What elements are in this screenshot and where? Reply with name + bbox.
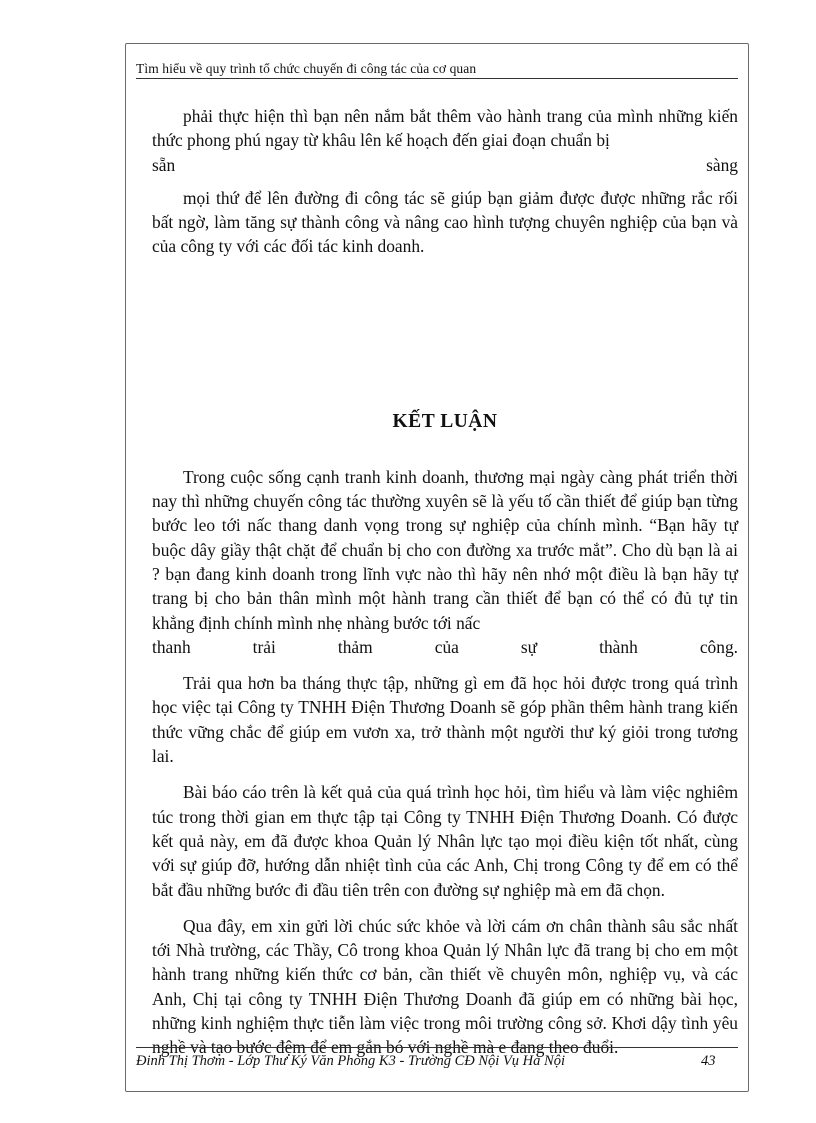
paragraph: Bài báo cáo trên là kết quả của quá trình học hỏi, tìm hiểu và làm việc nghiêm túc trong thời gian em thực tập tại Công ty TNHH Điện Thương Doanh. Có được kết quả này, em đã được khoa Quản lý Nhân lực tạo mọi điều kiện tốt nhất, cùng với sự giúp đỡ, hướng dẫn nhiệt tình của các Anh, Chị trong Công ty để em có thể bắt đầu những bước đi đầu tiên trên con đường sự nghiệp mà em đã chọn. [152,782,738,900]
paragraph: Qua đây, em xin gửi lời chúc sức khỏe và lời cám ơn chân thành sâu sắc nhất tới Nhà trường, các Thầy, Cô trong khoa Quản lý Nhân lực đã trang bị cho em một hành trang những kiến thức cơ bản, cần thiết về chuyên môn, nghiệp vụ, và các Anh, Chị tại công ty TNHH Điện Thương Doanh đã giúp em có những bài học, những kinh nghiệm thực tiễn làm việc trong môi trường công sở. Khơi dậy tình yêu nghề và tạo bước đệm để em gắn bó với nghề mà e đang theo đuổi. [152,915,738,1058]
paragraph: mọi thứ để lên đường đi công tác sẽ giúp bạn giảm được được những rắc rối bất ngờ, làm tăng sự thành công và nâng cao hình tượng chuyên nghiệp của bạn và của công ty với các đối tác kinh doanh. [152,187,738,257]
paragraph-continuation: sẵn sàng [152,154,738,175]
section-title: KẾT LUẬN [392,410,498,432]
paragraph: phải thực hiện thì bạn nên nắm bắt thêm vào hành trang của mình những kiến thức phong phú ngay từ khâu lên kế hoạch đến giai đoạn chuẩn bị [152,106,738,151]
running-footer [136,1047,738,1069]
page-number: 43 [701,1053,716,1069]
paragraph-continuation: thanh trải thảm của sự thành công. [152,636,738,657]
running-header: Tìm hiểu về quy trình tổ chức chuyến đi công tác của cơ quan [136,61,738,79]
footer-author-line: Đinh Thị Thơm - Lớp Thư Ký Văn Phòng K3 - Trường CĐ Nội Vụ Hà Nội [136,1053,565,1069]
paragraph: Trải qua hơn ba tháng thực tập, những gì em đã học hỏi được trong quá trình học việc tại Công ty TNHH Điện Thương Doanh sẽ góp phần thêm hành trang kiến thức vững chắc để giúp em vươn xa, trở thành một người thư ký giỏi trong tương lai. [152,673,738,767]
paragraph: Trong cuộc sống cạnh tranh kinh doanh, thương mại ngày càng phát triển thời nay thì những chuyến công tác thường xuyên sẽ là yếu tố cần thiết để giúp bạn từng bước leo tới nấc thang danh vọng trong sự nghiệp của chính mình. “Bạn hãy tự buộc dây giầy thật chặt để chuẩn bị cho con đường xa trước mắt”. Cho dù bạn là ai ? bạn đang kinh doanh trong lĩnh vực nào thì hãy nên nhớ một điều là bạn hãy tự trang bị cho bản thân mình một hành trang cần thiết để bạn có thể có đủ tự tin khẳng định chính mình nhẹ nhàng bước tới nấc [152,466,738,633]
document-body [152,104,738,1060]
